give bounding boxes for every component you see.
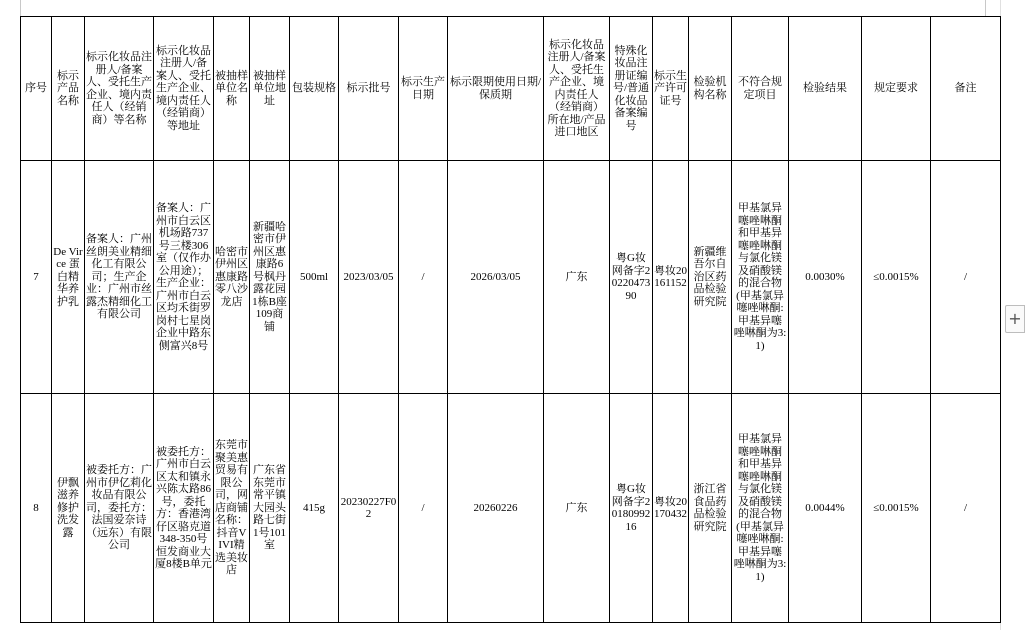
header-cell: 检验机构名称: [689, 17, 732, 161]
failed-item: 甲基氯异噻唑啉酮和甲基异噻唑啉酮与氯化镁及硝酸镁的混合物(甲基氯异噻唑啉酮:甲基异噻唑啉酮为3:1): [732, 161, 789, 394]
test-result: 0.0044%: [789, 394, 862, 623]
table-row: [21, 394, 1001, 623]
inspection-results-table: [20, 16, 1001, 623]
header-cell: 标示化妆品注册人/备案人、受托生产企业、境内责任人（经销商）等地址: [154, 17, 214, 161]
production-date: /: [399, 394, 448, 623]
package-spec: 500ml: [290, 161, 339, 394]
sampled-unit-address: 广东省东莞市常平镇大园头路七街1号101室: [250, 394, 290, 623]
remark: /: [931, 161, 1001, 394]
production-date: /: [399, 161, 448, 394]
header-cell: 标示限期使用日期/保质期: [448, 17, 544, 161]
expiry-date: 20260226: [448, 394, 544, 623]
license-number: 粤妆20161152: [653, 161, 689, 394]
registration-number: 粤G妆网备字2022047390: [610, 161, 653, 394]
batch-number: 20230227F02: [339, 394, 399, 623]
package-spec: 415g: [290, 394, 339, 623]
header-cell: 不符合规定项目: [732, 17, 789, 161]
company-address: 被委托方：广州市白云区太和镇永兴陈太路86号，委托方：香港湾仔区骆克道348-350号恒发商业大厦8楼B单元: [154, 394, 214, 623]
expiry-date: 2026/03/05: [448, 161, 544, 394]
sampled-unit-name: 哈密市伊州区惠康路零八沙龙店: [214, 161, 250, 394]
row-number: 8: [21, 394, 52, 623]
header-cell: 标示生产许可证号: [653, 17, 689, 161]
header-cell: 标示产品名称: [52, 17, 85, 161]
inspection-lab: 浙江省食品药品检验研究院: [689, 394, 732, 623]
batch-number: 2023/03/05: [339, 161, 399, 394]
header-cell: 标示生产日期: [399, 17, 448, 161]
product-name: De Virce 蛋白精华养护乳: [52, 161, 85, 394]
inspection-lab: 新疆维吾尔自治区药品检验研究院: [689, 161, 732, 394]
header-row: [21, 17, 1001, 161]
region: 广东: [544, 394, 610, 623]
header-cell: 包装规格: [290, 17, 339, 161]
license-number: 粤妆20170432: [653, 394, 689, 623]
registration-number: 粤G妆网备字2018099216: [610, 394, 653, 623]
sampled-unit-name: 东莞市聚美惠贸易有限公司，网店商铺名称：抖音VIVI精选美妆店: [214, 394, 250, 623]
header-cell: 备注: [931, 17, 1001, 161]
expand-plus-icon[interactable]: +: [1005, 305, 1025, 333]
company-name: 被委托方：广州市伊亿莉化妆品有限公司，委托方：法国爱奈诗（远东）有限公司: [85, 394, 154, 623]
table-row: [21, 161, 1001, 394]
header-cell: 检验结果: [789, 17, 862, 161]
header-cell: 标示化妆品注册人/备案人、受托生产企业、境内责任人（经销商）所在地/产品进口地区: [544, 17, 610, 161]
failed-item: 甲基氯异噻唑啉酮和甲基异噻唑啉酮与氯化镁及硝酸镁的混合物(甲基氯异噻唑啉酮:甲基异噻唑啉酮为3:1): [732, 394, 789, 623]
company-name: 备案人：广州丝朗美业精细化工有限公司；生产企业：广州市丝露杰精细化工有限公司: [85, 161, 154, 394]
document-sheet: [20, 16, 1000, 623]
row-number: 7: [21, 161, 52, 394]
page-top-edge: [0, 0, 1025, 16]
header-cell: 被抽样单位名称: [214, 17, 250, 161]
region: 广东: [544, 161, 610, 394]
header-cell: 标示批号: [339, 17, 399, 161]
company-address: 备案人：广州市白云区机场路737号三楼306室（仅作办公用途）；生产企业：广州市白云区均禾街罗岗村七星岗企业中路东侧富兴8号: [154, 161, 214, 394]
requirement: ≤0.0015%: [862, 394, 931, 623]
test-result: 0.0030%: [789, 161, 862, 394]
header-cell: 特殊化妆品注册证编号/普通化妆品备案编号: [610, 17, 653, 161]
sampled-unit-address: 新疆哈密市伊州区惠康路6号枫丹露花园1栋B座109商铺: [250, 161, 290, 394]
header-cell: 序号: [21, 17, 52, 161]
requirement: ≤0.0015%: [862, 161, 931, 394]
product-name: 伊飘滋养修护洗发露: [52, 394, 85, 623]
header-cell: 被抽样单位地址: [250, 17, 290, 161]
header-cell: 标示化妆品注册人/备案人、受托生产企业、境内责任人（经销商）等名称: [85, 17, 154, 161]
header-cell: 规定要求: [862, 17, 931, 161]
remark: /: [931, 394, 1001, 623]
